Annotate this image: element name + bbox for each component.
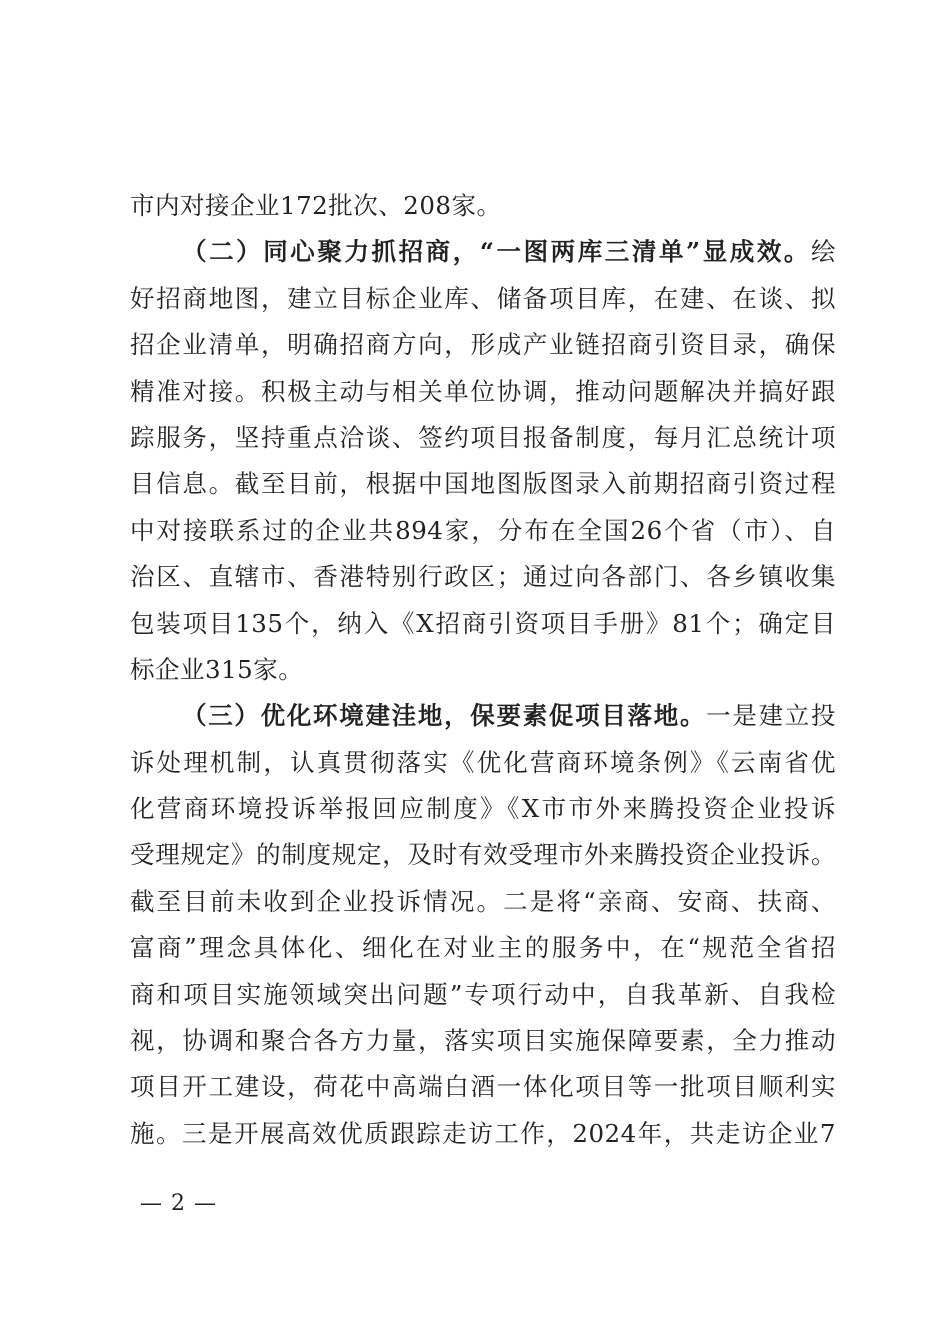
- text-line: [130, 183, 836, 229]
- text-line: [130, 1064, 836, 1110]
- text-line-content: 受理规定》的制度规定，及时有效受理市外来腾投资企业投诉。: [130, 840, 836, 870]
- text-line-content: 招企业清单，明确招商方向，形成产业链招商引资目录，确保: [130, 330, 836, 360]
- text-line: [130, 415, 836, 461]
- text-line-content: 精准对接。积极主动与相关单位协调，推动问题解决并搞好跟: [130, 376, 836, 406]
- text-line: [130, 972, 836, 1018]
- text-line: [130, 322, 836, 368]
- text-line: [130, 1018, 836, 1064]
- text-line: [130, 925, 836, 971]
- text-line-content: 目信息。截至目前，根据中国地图版图录入前期招商引资过程: [130, 469, 836, 499]
- text-line: [130, 1111, 836, 1157]
- text-line: [130, 276, 836, 322]
- section-heading-3: （三）优化环境建洼地，保要素促项目落地。: [182, 701, 707, 731]
- section-heading-2: （二）同心聚力抓招商，“一图两库三清单”显成效。: [182, 237, 811, 267]
- text-line-content: 项目开工建设，荷花中高端白酒一体化项目等一批项目顺利实: [130, 1072, 836, 1102]
- text-line-content: 中对接联系过的企业共894家，分布在全国26个省（市）、自: [130, 515, 836, 545]
- text-line: [130, 832, 836, 878]
- text-line-content: 标企业315家。: [130, 654, 304, 684]
- text-line: [130, 879, 836, 925]
- text-line-content: 截至目前未收到企业投诉情况。二是将“亲商、安商、扶商、: [130, 886, 836, 916]
- text-line-content: 包装项目135个，纳入《X招商引资项目手册》81个；确定目: [130, 608, 836, 638]
- text-line: [130, 693, 836, 739]
- text-line: [130, 554, 836, 600]
- text-line: [130, 786, 836, 832]
- text-line-content: 好招商地图，建立目标企业库、储备项目库，在建、在谈、拟: [130, 283, 836, 313]
- text-line: [130, 508, 836, 554]
- text-line: [130, 601, 836, 647]
- page-number: — 2 —: [140, 1191, 217, 1216]
- text-line-content: 商和项目实施领域突出问题”专项行动中，自我革新、自我检: [130, 979, 836, 1009]
- text-line: [130, 369, 836, 415]
- text-line-content: 诉处理机制，认真贯彻落实《优化营商环境条例》《云南省优: [130, 747, 836, 777]
- text-line-content: 市内对接企业172批次、208家。: [130, 191, 502, 220]
- text-line: [130, 647, 836, 693]
- text-line-content: 治区、直辖市、香港特别行政区；通过向各部门、各乡镇收集: [130, 562, 836, 592]
- text-line: [130, 229, 836, 275]
- document-body: [130, 183, 836, 1157]
- text-line-content: 化营商环境投诉举报回应制度》《X市市外来腾投资企业投诉: [130, 794, 836, 824]
- text-line-content: 踪服务，坚持重点洽谈、签约项目报备制度，每月汇总统计项: [130, 422, 836, 452]
- text-line-content: 视，协调和聚合各方力量，落实项目实施保障要素，全力推动: [130, 1026, 836, 1056]
- text-line-content: 施。三是开展高效优质跟踪走访工作，2024年，共走访企业7: [130, 1118, 836, 1148]
- text-line-content: 富商”理念具体化、细化在对业主的服务中，在“规范全省招: [130, 933, 836, 963]
- text-line: [130, 740, 836, 786]
- text-line: [130, 461, 836, 507]
- text-line-content: 绘: [811, 237, 836, 267]
- text-line-content: 一是建立投: [706, 701, 837, 731]
